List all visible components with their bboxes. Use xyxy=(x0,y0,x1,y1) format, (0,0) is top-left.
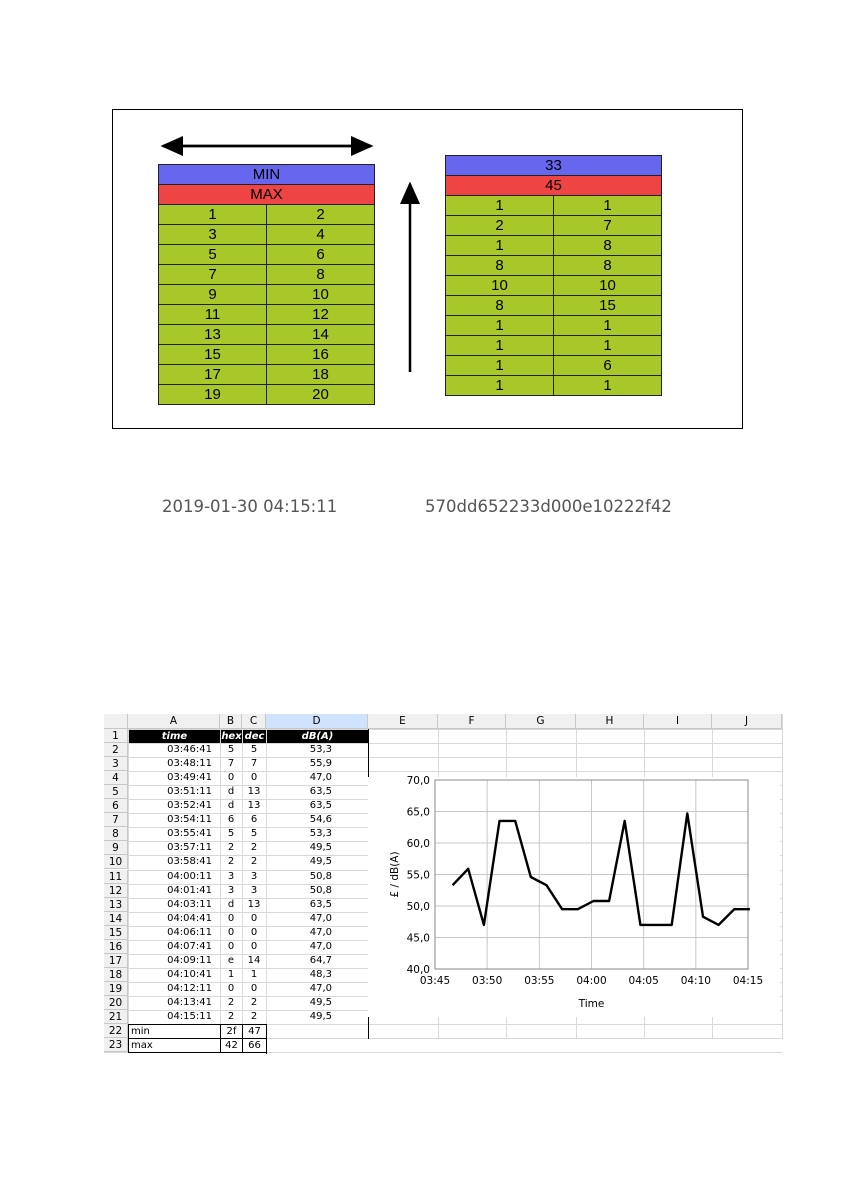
table-cell: 12 xyxy=(267,305,375,325)
x-axis-label: Time xyxy=(578,998,605,1010)
table-cell: 7 xyxy=(554,216,662,236)
right-value-table xyxy=(445,155,662,396)
table-cell: 1 xyxy=(446,356,554,376)
table-cell[interactable]: 3 xyxy=(227,870,235,882)
table-row xyxy=(159,385,375,405)
table-cell: 1 xyxy=(554,376,662,396)
table-cell: 2 xyxy=(267,205,375,225)
table-cell[interactable]: 2 xyxy=(227,856,235,868)
row-header-21[interactable]: 21 xyxy=(104,1010,128,1024)
column-header-h[interactable]: H xyxy=(576,714,644,729)
column-header-e[interactable]: E xyxy=(368,714,438,729)
y-tick-label: 70,0 xyxy=(406,775,430,787)
table-cell: 8 xyxy=(446,256,554,276)
table-cell[interactable]: 63,5 xyxy=(309,898,332,910)
table-header-hex: hex xyxy=(221,731,242,742)
table-cell[interactable]: 03:58:41 xyxy=(167,856,212,868)
table-cell[interactable]: 6 xyxy=(250,814,258,826)
table-cell[interactable]: 0 xyxy=(250,926,258,938)
column-header-a[interactable]: A xyxy=(128,714,220,729)
table-row xyxy=(159,305,375,325)
max-header: 45 xyxy=(446,176,662,196)
table-header-time: time xyxy=(129,730,220,743)
table-row xyxy=(159,245,375,265)
table-cell: 1 xyxy=(446,196,554,216)
table-cell: 15 xyxy=(159,345,267,365)
table-cell[interactable]: 6 xyxy=(227,814,235,826)
table-cell[interactable]: 63,5 xyxy=(309,786,332,798)
row-header-4[interactable]: 4 xyxy=(104,771,128,785)
table-row xyxy=(446,296,662,316)
row-header-6[interactable]: 6 xyxy=(104,799,128,813)
row-header-5[interactable]: 5 xyxy=(104,785,128,799)
summary-cell[interactable]: min xyxy=(128,1024,221,1039)
table-cell[interactable]: 13 xyxy=(247,898,261,910)
table-cell[interactable]: 0 xyxy=(227,982,235,994)
table-cell[interactable]: 5 xyxy=(250,744,258,756)
log-line xyxy=(0,497,841,523)
table-cell[interactable]: 04:03:11 xyxy=(167,898,212,910)
y-tick-label: 45,0 xyxy=(406,932,430,945)
table-cell: 19 xyxy=(159,385,267,405)
log-timestamp: 2019-01-30 04:15:11 xyxy=(162,497,338,516)
summary-cell[interactable]: 42 xyxy=(220,1038,243,1053)
y-tick-label: 55,0 xyxy=(406,869,430,882)
table-cell[interactable]: 0 xyxy=(227,912,235,924)
table-cell: 1 xyxy=(446,236,554,256)
table-cell[interactable]: d xyxy=(227,800,235,812)
summary-cell[interactable]: 2f xyxy=(220,1024,243,1039)
table-cell[interactable]: 1 xyxy=(250,968,258,980)
table-cell[interactable]: 48,3 xyxy=(309,968,332,980)
table-row xyxy=(159,205,375,225)
table-cell: 1 xyxy=(159,205,267,225)
table-cell: 5 xyxy=(159,245,267,265)
table-cell: 14 xyxy=(267,325,375,345)
row-header-19[interactable]: 19 xyxy=(104,982,128,996)
table-row xyxy=(446,336,662,356)
table-cell: 20 xyxy=(267,385,375,405)
summary-cell[interactable]: 66 xyxy=(242,1038,267,1053)
table-cell: 15 xyxy=(554,296,662,316)
row-header-22[interactable]: 22 xyxy=(104,1024,128,1038)
table-cell: 9 xyxy=(159,285,267,305)
db-line-chart xyxy=(368,777,780,1017)
column-header-j[interactable]: J xyxy=(712,714,782,729)
row-header-16[interactable]: 16 xyxy=(104,940,128,954)
x-tick-label: 03:55 xyxy=(524,975,555,987)
table-cell: 11 xyxy=(159,305,267,325)
log-hex-payload: 570dd652233d000e10222f42 xyxy=(425,497,672,516)
table-cell[interactable]: 04:06:11 xyxy=(167,926,212,938)
table-row xyxy=(159,225,375,245)
y-axis-label: £ / dB(A) xyxy=(389,851,401,898)
table-cell[interactable]: 0 xyxy=(250,940,258,952)
table-cell[interactable]: 3 xyxy=(250,884,258,896)
table-row xyxy=(446,256,662,276)
table-cell[interactable]: 5 xyxy=(250,828,258,840)
table-cell[interactable]: 50,8 xyxy=(309,884,332,896)
table-cell[interactable]: e xyxy=(227,954,235,966)
row-header-10[interactable]: 10 xyxy=(104,855,128,869)
row-header-14[interactable]: 14 xyxy=(104,912,128,926)
table-cell[interactable]: 03:46:41 xyxy=(167,744,212,756)
table-cell[interactable]: 7 xyxy=(250,758,258,770)
table-cell[interactable]: 04:15:11 xyxy=(167,1011,212,1022)
table-row xyxy=(446,236,662,256)
left-min-max-table xyxy=(158,164,375,405)
table-cell: 1 xyxy=(554,196,662,216)
table-cell[interactable]: 2 xyxy=(250,996,258,1008)
table-cell: 17 xyxy=(159,365,267,385)
row-header-12[interactable]: 12 xyxy=(104,884,128,898)
table-cell[interactable]: 2 xyxy=(250,1011,258,1022)
x-tick-label: 03:50 xyxy=(472,975,503,987)
min-header: 33 xyxy=(446,156,662,176)
table-cell: 16 xyxy=(267,345,375,365)
table-row xyxy=(446,216,662,236)
table-cell[interactable]: 04:00:11 xyxy=(167,870,212,882)
table-cell[interactable]: 7 xyxy=(227,758,235,770)
row-header-9[interactable]: 9 xyxy=(104,841,128,855)
table-cell[interactable]: 53,3 xyxy=(309,744,332,756)
table-cell[interactable]: 03:55:41 xyxy=(167,828,212,840)
table-cell: 1 xyxy=(554,336,662,356)
table-cell[interactable]: 5 xyxy=(227,744,235,756)
table-cell[interactable]: 0 xyxy=(250,982,258,994)
table-cell[interactable]: 0 xyxy=(250,772,258,784)
table-cell[interactable]: 04:07:41 xyxy=(167,940,212,952)
table-cell: 2 xyxy=(446,216,554,236)
table-cell: 1 xyxy=(554,316,662,336)
table-cell[interactable]: 2 xyxy=(227,1011,235,1022)
grid-line xyxy=(782,714,783,1039)
table-cell[interactable]: 63,5 xyxy=(309,800,332,812)
summary-cell[interactable]: 47 xyxy=(242,1024,267,1039)
table-cell[interactable]: 49,5 xyxy=(309,842,332,854)
table-row xyxy=(446,276,662,296)
table-cell[interactable]: 54,6 xyxy=(309,814,332,826)
table-cell: 8 xyxy=(554,236,662,256)
table-cell[interactable]: 0 xyxy=(250,912,258,924)
table-cell[interactable]: 55,9 xyxy=(309,758,332,770)
table-cell: 8 xyxy=(267,265,375,285)
x-tick-label: 04:15 xyxy=(732,975,764,987)
row-header-20[interactable]: 20 xyxy=(104,996,128,1010)
table-cell: 6 xyxy=(554,356,662,376)
table-header-dec: dec xyxy=(244,731,265,742)
table-row xyxy=(159,345,375,365)
row-header-7[interactable]: 7 xyxy=(104,813,128,827)
table-cell[interactable]: 03:48:11 xyxy=(167,758,212,770)
table-cell: 13 xyxy=(159,325,267,345)
row-header-8[interactable]: 8 xyxy=(104,827,128,841)
table-cell[interactable]: 04:09:11 xyxy=(167,954,212,966)
table-cell[interactable]: 14 xyxy=(247,954,261,966)
table-cell[interactable]: 03:51:11 xyxy=(167,786,212,798)
table-cell[interactable]: 2 xyxy=(227,842,235,854)
table-cell[interactable]: 04:01:41 xyxy=(167,884,212,896)
row-header-13[interactable]: 13 xyxy=(104,898,128,912)
table-cell: 10 xyxy=(554,276,662,296)
table-cell[interactable]: 04:13:41 xyxy=(167,996,212,1008)
table-cell[interactable]: 64,7 xyxy=(309,954,332,966)
table-header-dba: dB(A) xyxy=(267,730,368,743)
table-row xyxy=(159,365,375,385)
column-header-c[interactable]: C xyxy=(242,714,266,729)
table-row xyxy=(446,356,662,376)
table-row xyxy=(446,316,662,336)
table-cell: 8 xyxy=(554,256,662,276)
table-cell[interactable]: 0 xyxy=(227,926,235,938)
table-row xyxy=(446,376,662,396)
row-header-23[interactable]: 23 xyxy=(104,1038,128,1052)
table-cell: 18 xyxy=(267,365,375,385)
min-header: MIN xyxy=(159,165,375,185)
x-tick-label: 04:10 xyxy=(680,975,711,987)
table-cell[interactable]: 1 xyxy=(227,968,235,980)
table-cell[interactable]: 3 xyxy=(227,884,235,896)
table-cell[interactable]: 13 xyxy=(247,800,261,812)
table-cell: 6 xyxy=(267,245,375,265)
row-header-1[interactable]: 1 xyxy=(104,729,128,743)
table-cell[interactable]: 2 xyxy=(227,996,235,1008)
table-cell: 1 xyxy=(446,376,554,396)
table-cell[interactable]: 3 xyxy=(250,870,258,882)
table-row xyxy=(446,196,662,216)
table-cell[interactable]: 47,0 xyxy=(309,912,332,924)
row-header-11[interactable]: 11 xyxy=(104,870,128,884)
table-cell[interactable]: 04:04:41 xyxy=(167,912,212,924)
data-arrangement-figure xyxy=(112,109,743,429)
table-cell[interactable]: 50,8 xyxy=(309,870,332,882)
column-header-b[interactable]: B xyxy=(220,714,242,729)
table-cell[interactable]: d xyxy=(227,786,235,798)
table-cell[interactable]: 5 xyxy=(227,828,235,840)
column-header-f[interactable]: F xyxy=(438,714,506,729)
table-cell[interactable]: 47,0 xyxy=(309,926,332,938)
table-cell[interactable]: 04:12:11 xyxy=(167,982,212,994)
table-row xyxy=(159,265,375,285)
table-cell[interactable]: 03:49:41 xyxy=(167,772,212,784)
select-all-corner[interactable] xyxy=(104,714,128,729)
y-tick-label: 60,0 xyxy=(406,838,430,850)
y-tick-label: 65,0 xyxy=(406,806,430,819)
table-cell[interactable]: 47,0 xyxy=(309,982,332,994)
table-cell[interactable]: 04:10:41 xyxy=(167,968,212,980)
table-cell[interactable]: 49,5 xyxy=(309,1011,332,1022)
table-cell: 3 xyxy=(159,225,267,245)
table-row xyxy=(159,285,375,305)
table-cell[interactable]: 0 xyxy=(227,772,235,784)
row-header-3[interactable]: 3 xyxy=(104,757,128,771)
table-cell: 1 xyxy=(446,316,554,336)
table-cell: 10 xyxy=(267,285,375,305)
table-cell[interactable]: 2 xyxy=(250,842,258,854)
table-cell: 10 xyxy=(446,276,554,296)
x-tick-label: 04:05 xyxy=(628,975,659,987)
column-header-g[interactable]: G xyxy=(506,714,576,729)
table-cell[interactable]: 03:54:11 xyxy=(167,814,212,826)
row-header-17[interactable]: 17 xyxy=(104,954,128,968)
table-cell[interactable]: 47,0 xyxy=(309,772,332,784)
grid-line xyxy=(266,1024,267,1054)
table-cell[interactable]: 49,5 xyxy=(309,996,332,1008)
table-cell: 4 xyxy=(267,225,375,245)
row-header-2[interactable]: 2 xyxy=(104,743,128,757)
summary-cell[interactable]: max xyxy=(128,1038,221,1053)
x-tick-label: 04:00 xyxy=(576,975,607,987)
table-cell[interactable]: 03:52:41 xyxy=(167,800,212,812)
column-header-i[interactable]: I xyxy=(644,714,712,729)
table-cell: 8 xyxy=(446,296,554,316)
column-header-d[interactable]: D xyxy=(266,714,368,729)
table-cell[interactable]: 47,0 xyxy=(309,940,332,952)
y-tick-label: 50,0 xyxy=(406,901,430,913)
table-cell[interactable]: 03:57:11 xyxy=(167,842,212,854)
table-cell[interactable]: 49,5 xyxy=(309,856,332,868)
x-tick-label: 03:45 xyxy=(419,975,451,987)
y-tick-label: 40,0 xyxy=(406,964,430,976)
table-cell[interactable]: 13 xyxy=(247,786,261,798)
table-cell[interactable]: 0 xyxy=(227,940,235,952)
row-header-18[interactable]: 18 xyxy=(104,968,128,982)
table-cell: 1 xyxy=(446,336,554,356)
table-cell[interactable]: 53,3 xyxy=(309,828,332,840)
table-cell: 7 xyxy=(159,265,267,285)
table-cell[interactable]: 2 xyxy=(250,856,258,868)
table-cell[interactable]: d xyxy=(227,898,235,910)
table-row xyxy=(159,325,375,345)
max-header: MAX xyxy=(159,185,375,205)
row-header-15[interactable]: 15 xyxy=(104,926,128,940)
